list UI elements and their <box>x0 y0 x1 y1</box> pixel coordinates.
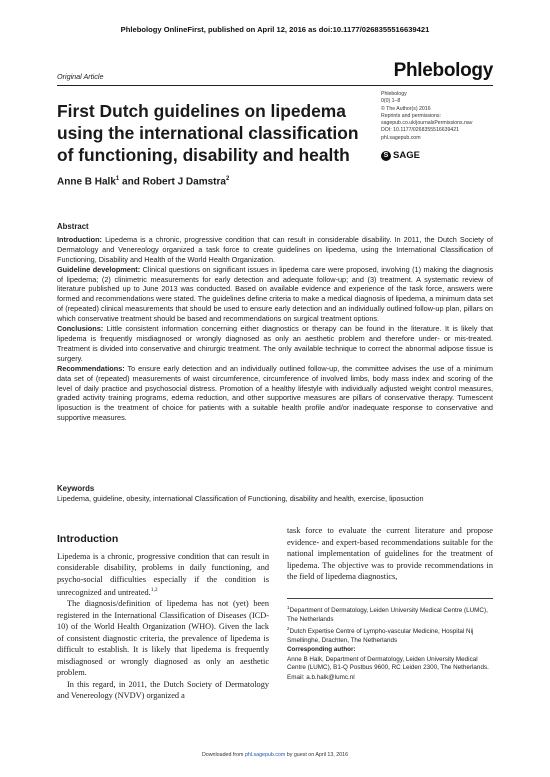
affiliations-block <box>287 604 493 683</box>
footer-prefix: Downloaded from <box>201 752 245 758</box>
abstract-paragraph <box>57 364 493 423</box>
download-footer <box>0 752 550 758</box>
section-heading: Introduction <box>57 533 119 545</box>
article-type-label: Original Article <box>57 72 104 81</box>
author-name: Robert J Damstra <box>142 176 226 188</box>
meta-line: 0(0) 1–8 <box>381 98 401 105</box>
author-list <box>57 176 229 187</box>
keywords-section <box>57 484 493 504</box>
affiliation <box>287 604 493 624</box>
affiliation-mark: 1 <box>287 605 290 610</box>
affiliation-text: Department of Dermatology, Leiden University Medical Centre (LUMC), The Netherlands <box>287 607 488 623</box>
abstract-paragraph <box>57 265 493 324</box>
meta-line: Phlebology <box>381 91 407 97</box>
author-affiliation-mark: 1 <box>115 176 120 182</box>
abstract-label: Conclusions: <box>57 324 104 334</box>
author-name: Anne B Halk <box>57 176 116 188</box>
citation-ref[interactable]: 1,2 <box>150 587 158 593</box>
article-title: First Dutch guidelines on lipedema using the international classification of functioning, disability and health <box>57 101 359 165</box>
keywords-heading: Keywords <box>57 484 95 493</box>
author-joiner: and <box>119 176 143 188</box>
keywords-text: Lipedema, guideline, obesity, international Classification of Functioning, disability and health, exercise, liposuction <box>57 494 424 503</box>
meta-line: Reprints and permissions: <box>381 112 441 119</box>
body-paragraph: In this regard, in 2011, the Dutch Society of Dermatology and Venereology (NVDV) organized a <box>57 679 269 701</box>
body-left-column <box>57 534 269 702</box>
abstract-label: Recommendations: <box>57 363 125 373</box>
meta-doi[interactable]: DOI: 10.1177/0268355516639421 <box>381 127 460 134</box>
affiliation <box>287 625 493 645</box>
body-paragraph: The diagnosis/definition of lipedema has not (yet) been registered in the International Classification of Diseases (ICD-10) of the World Health Organization (WHO). Given the lack of consistent diagnostic criteria, the prevalence of lipedema is difficult to establish. It is likely that lipedema is frequently misdiagnosed or wrongly diagnosed as only an aesthetic problem. <box>57 599 269 678</box>
meta-line: © The Author(s) 2016 <box>381 105 431 112</box>
sage-icon: S <box>381 151 391 161</box>
corresponding-author-text: Anne B Halk, Department of Dermatology, Leiden University Medical Centre (LUMC), B1-Q Postbus 9600, RC Leiden 2300, The Netherlands. <box>287 655 489 672</box>
publisher-name: SAGE <box>393 150 420 161</box>
journal-logo: Phlebology <box>393 60 493 81</box>
meta-line[interactable]: phl.sagepub.com <box>381 134 421 141</box>
body-paragraph: task force to evaluate the current literature and propose evidence- and expert-based recommendations suitable for the national implementation of guidelines for the treatment of lipedema. The objective was to provide recommendations in the field of lipedema diagnostics, <box>287 526 493 581</box>
abstract-paragraph <box>57 324 493 364</box>
affiliation-mark: 2 <box>287 626 290 632</box>
body-paragraph <box>57 551 269 599</box>
abstract-text: Lipedema is a chronic, progressive condition that can result in considerable disability. In 2011, the Dutch Society of Dermatology and Venereology organized a task force to create guidelines on lipedema, using the International Classification of Functioning, Disability and Health of the World Health Organization. <box>57 234 493 264</box>
abstract-text: Clinical questions on significant issues in lipedema care were proposed, involving (1) making the diagnosis of lipedema; (2) clinimetric measurements for early detection and adequate follow-up; and (3) treatment. A systematic review of literature published up to June 2013 was conducted. Based on available evidence and experience of the task force, answers were formed and recommendations were stated. The guidelines define criteria to make a medical diagnosis of lipedema, a minimum data set of (repeated) clinical measurements that should be used to ensure early detection and an individually outlined follow-up plan, pillars on which conservative treatment should be based and recommendations on surgical treatment options. <box>57 264 493 324</box>
online-first-line: Phlebology OnlineFirst, published on April 12, 2016 as doi:10.1177/0268355516639421 <box>120 25 430 34</box>
body-text: Lipedema is a chronic, progressive condition that can result in considerable disability, problems in daily functioning, and psycho-social difficulties especially if the condition is unrecognized and untreated. <box>57 551 269 597</box>
abstract-section <box>57 222 493 423</box>
corresponding-author-email[interactable]: Email: a.b.halk@lumc.nl <box>287 673 355 681</box>
journal-meta <box>381 91 501 142</box>
publisher-logo <box>381 150 420 161</box>
meta-line[interactable]: sagepub.co.uk/journalsPermissions.nav <box>381 120 473 127</box>
abstract-label: Guideline development: <box>57 264 141 274</box>
affiliation-rule <box>287 598 493 599</box>
corresponding-author-heading: Corresponding author: <box>287 646 356 654</box>
footer-suffix: by guest on April 13, 2016 <box>285 752 349 758</box>
footer-link[interactable]: phl.sagepub.com <box>244 752 286 758</box>
affiliation-text: Dutch Expertise Centre of Lympho-vascular Medicine, Hospital Nij Smellinghe, Drachten, The Netherlands <box>287 628 474 644</box>
body-right-column <box>287 525 493 583</box>
author-affiliation-mark: 2 <box>225 176 230 182</box>
abstract-text: Little consistent information concerning either diagnostics or therapy can be found in the literature. It is likely that lipedema is frequently misdiagnosed or wrongly diagnosed as only an aesthetic problem and therefore under- or mis-treated. Treatment is divided into conservative and chirurgic treatment. The only available technique to correct the abnormal adipose tissue is surgery. <box>57 324 493 363</box>
abstract-label: Introduction: <box>57 234 102 244</box>
header-rule <box>57 85 493 86</box>
abstract-paragraph <box>57 235 493 265</box>
abstract-text: To ensure early detection and an individually outlined follow-up, the committee advises the use of a minimum data set of (repeated) measurements of waist circumference, circumference of involved limbs, body mass index and scoring of the level of daily practice and psychosocial distress. Promotion of a healthy lifestyle with individually adjusted weight control measures, graded activity training programs, edema reduction, and other supportive measures are pillars of conservative therapy. Tumescent liposuction is the treatment of choice for patients with a suitable health profile and/or inadequate response to conservative and supportive measures. <box>57 363 493 423</box>
abstract-heading: Abstract <box>57 222 89 231</box>
